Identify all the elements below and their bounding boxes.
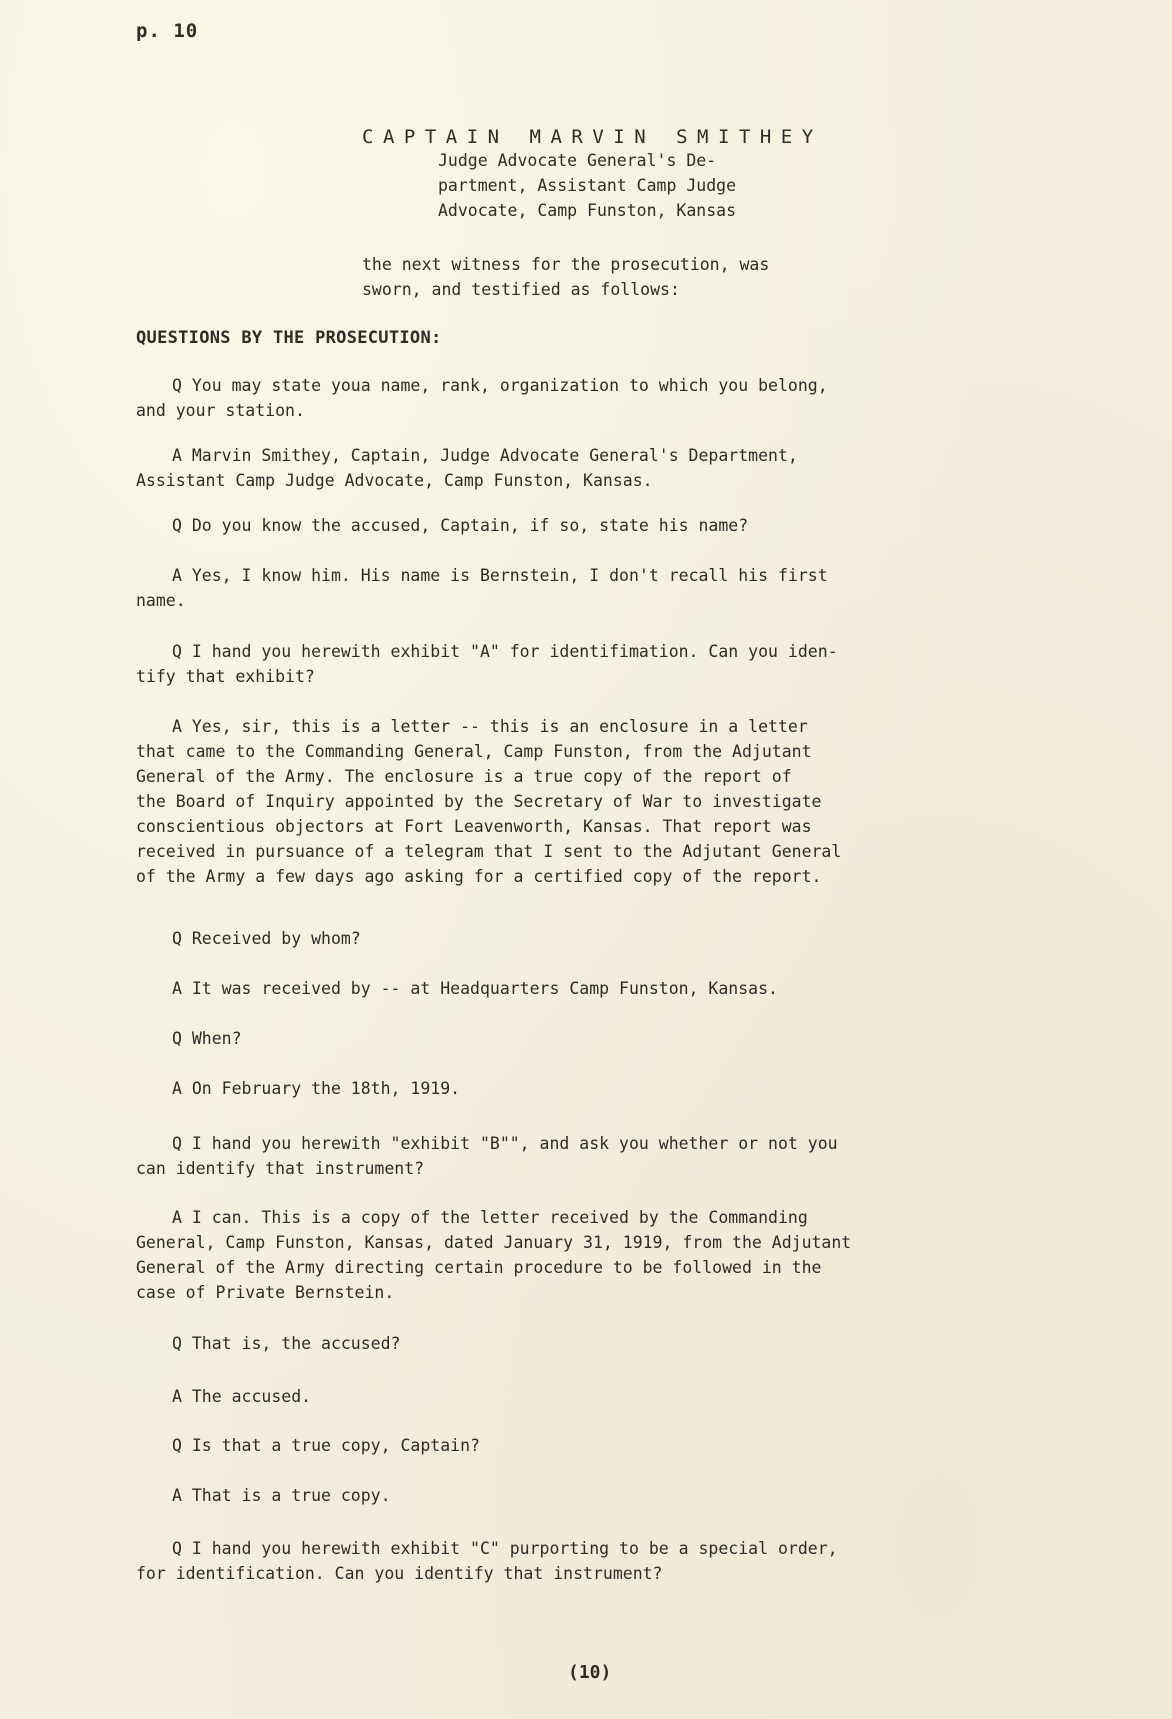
- exchange-question: [136, 1536, 1036, 1586]
- exchange-line: of the Army a few days ago asking for a certified copy of the report.: [136, 867, 822, 886]
- exchange-line: conscientious objectors at Fort Leavenworth, Kansas. That report was: [136, 817, 812, 836]
- exchange-line: Q I hand you herewith exhibit "C" purporting to be a special order,: [172, 1539, 838, 1558]
- exchange-question: [136, 639, 1036, 689]
- exchange-answer: [136, 563, 1036, 613]
- exchange-question: [136, 1131, 1036, 1181]
- exchange-line: can identify that instrument?: [136, 1159, 425, 1178]
- exchange-question: [136, 926, 1036, 951]
- exchange-question: [136, 513, 1036, 538]
- page-number: (10): [568, 1662, 612, 1683]
- exchange-answer: [136, 714, 1036, 889]
- page-reference: p. 10: [136, 20, 199, 42]
- exchange-question: [136, 373, 1036, 423]
- witness-name-heading: CAPTAIN MARVIN SMITHEY: [362, 126, 823, 148]
- exchange-line: Assistant Camp Judge Advocate, Camp Funston, Kansas.: [136, 471, 653, 490]
- exchange-question: [136, 1331, 1036, 1356]
- exchange-line: A That is a true copy.: [172, 1486, 391, 1505]
- exchange-line: case of Private Bernstein.: [136, 1283, 395, 1302]
- exchange-line: Q I hand you herewith exhibit "A" for identifimation. Can you iden-: [172, 642, 838, 661]
- exchange-line: for identification. Can you identify that instrument?: [136, 1564, 663, 1583]
- exchange-line: Q Do you know the accused, Captain, if so, state his name?: [172, 516, 749, 535]
- witness-intro: [362, 252, 922, 302]
- exchange-line: that came to the Commanding General, Camp Funston, from the Adjutant: [136, 742, 812, 761]
- exchange-line: Q You may state youa name, rank, organization to which you belong,: [172, 376, 828, 395]
- exchange-answer: [136, 976, 1036, 1001]
- exchange-line: received in pursuance of a telegram that I sent to the Adjutant General: [136, 842, 842, 861]
- intro-line: sworn, and testified as follows:: [362, 280, 680, 299]
- exchange-answer: [136, 1384, 1036, 1409]
- exchange-answer: [136, 1076, 1036, 1101]
- exchange-line: A On February the 18th, 1919.: [172, 1079, 461, 1098]
- exchange-question: [136, 1433, 1036, 1458]
- exchange-line: A It was received by -- at Headquarters Camp Funston, Kansas.: [172, 979, 778, 998]
- exchange-line: Q When?: [172, 1029, 242, 1048]
- exchange-line: A Marvin Smithey, Captain, Judge Advocate General's Department,: [172, 446, 798, 465]
- exchange-answer: [136, 443, 1036, 493]
- exchange-line: A Yes, I know him. His name is Bernstein, I don't recall his first: [172, 566, 828, 585]
- exchange-line: Q Is that a true copy, Captain?: [172, 1436, 480, 1455]
- exchange-question: [136, 1026, 1036, 1051]
- exchange-answer: [136, 1483, 1036, 1508]
- exchange-line: name.: [136, 591, 186, 610]
- exchange-line: the Board of Inquiry appointed by the Secretary of War to investigate: [136, 792, 822, 811]
- exchange-answer: [136, 1205, 1036, 1305]
- exchange-line: A The accused.: [172, 1387, 312, 1406]
- witness-title: Judge Advocate General's De- partment, Assistant Camp Judge Advocate, Camp Funston, Kansas: [438, 151, 737, 220]
- exchange-line: A I can. This is a copy of the letter received by the Commanding: [172, 1208, 808, 1227]
- section-heading: QUESTIONS BY THE PROSECUTION:: [136, 328, 442, 348]
- exchange-line: Q That is, the accused?: [172, 1334, 401, 1353]
- exchange-line: and your station.: [136, 401, 305, 420]
- exchange-line: General, Camp Funston, Kansas, dated January 31, 1919, from the Adjutant: [136, 1233, 852, 1252]
- exchange-line: Q I hand you herewith "exhibit "B"", and ask you whether or not you: [172, 1134, 838, 1153]
- intro-line: the next witness for the prosecution, was: [362, 255, 770, 274]
- exchange-line: Q Received by whom?: [172, 929, 361, 948]
- exchange-line: General of the Army. The enclosure is a true copy of the report of: [136, 767, 792, 786]
- exchange-line: A Yes, sir, this is a letter -- this is an enclosure in a letter: [172, 717, 808, 736]
- exchange-line: General of the Army directing certain procedure to be followed in the: [136, 1258, 822, 1277]
- exchange-line: tify that exhibit?: [136, 667, 315, 686]
